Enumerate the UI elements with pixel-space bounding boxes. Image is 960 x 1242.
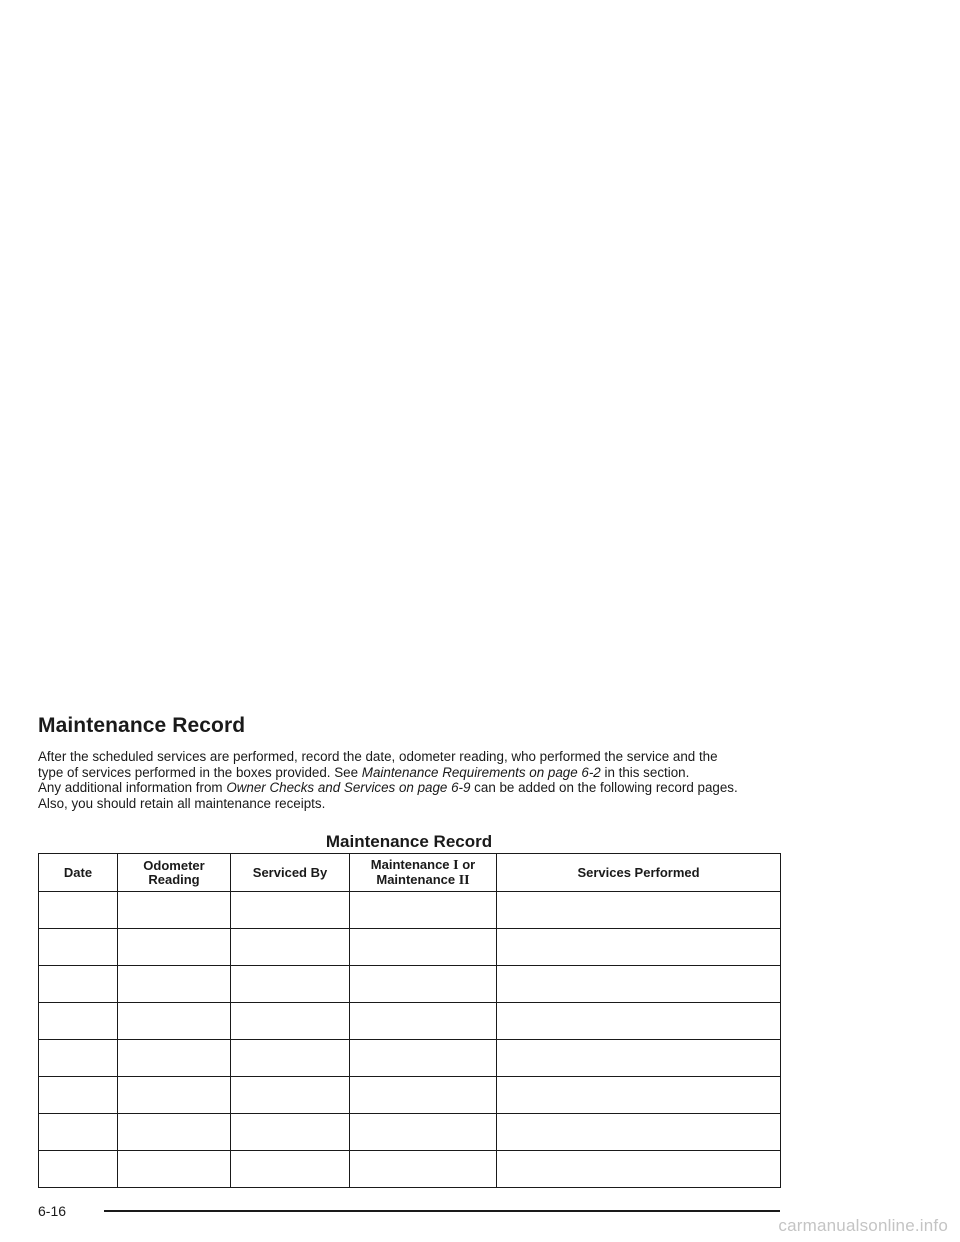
intro-text: can be added on the following record pages.: [470, 780, 738, 796]
serviced-by-cell[interactable]: [231, 1151, 350, 1188]
date-cell[interactable]: [39, 1003, 118, 1040]
header-services-performed: Services Performed: [497, 854, 781, 892]
serviced-by-cell[interactable]: [231, 966, 350, 1003]
intro-line: [38, 780, 838, 796]
date-cell[interactable]: [39, 1040, 118, 1077]
date-cell[interactable]: [39, 1077, 118, 1114]
table-row: [39, 892, 781, 929]
table-row: [39, 1040, 781, 1077]
maintenance-type-cell[interactable]: [350, 1077, 497, 1114]
maintenance-type-cell[interactable]: [350, 1114, 497, 1151]
odometer-cell[interactable]: [118, 1003, 231, 1040]
odometer-cell[interactable]: [118, 1114, 231, 1151]
table-row: [39, 929, 781, 966]
maintenance-type-cell[interactable]: [350, 1040, 497, 1077]
table-row: [39, 1077, 781, 1114]
maintenance-type-cell[interactable]: [350, 1151, 497, 1188]
serviced-by-cell[interactable]: [231, 1114, 350, 1151]
intro-line: Also, you should retain all maintenance receipts.: [38, 795, 326, 811]
services-performed-cell[interactable]: [497, 966, 781, 1003]
intro-text: in this section.: [600, 764, 690, 780]
odometer-cell[interactable]: [118, 966, 231, 1003]
odometer-cell[interactable]: [118, 1151, 231, 1188]
table-body: [39, 892, 781, 1188]
maintenance-record-table: [38, 853, 781, 1188]
intro-line: After the scheduled services are performed, record the date, odometer reading, who performed the service and the: [38, 749, 718, 764]
serviced-by-cell[interactable]: [231, 1040, 350, 1077]
header-date: Date: [39, 854, 118, 892]
serviced-by-cell[interactable]: [231, 1003, 350, 1040]
table-row: [39, 1151, 781, 1188]
date-cell[interactable]: [39, 929, 118, 966]
header-maintenance-type: Maintenance I or Maintenance II: [350, 854, 497, 892]
table-header-row: [39, 854, 781, 892]
odometer-cell[interactable]: [118, 929, 231, 966]
serviced-by-cell[interactable]: [231, 892, 350, 929]
services-performed-cell[interactable]: [497, 892, 781, 929]
owner-checks-link[interactable]: Owner Checks and Services on page 6-9: [226, 780, 471, 796]
maintenance-type-cell[interactable]: [350, 929, 497, 966]
table-title: Maintenance Record: [325, 832, 493, 851]
maintenance-requirements-link[interactable]: Maintenance Requirements on page 6-2: [361, 764, 601, 780]
maintenance-type-cell[interactable]: [350, 892, 497, 929]
page-number: 6-16: [38, 1203, 67, 1219]
services-performed-cell[interactable]: [497, 1151, 781, 1188]
date-cell[interactable]: [39, 1114, 118, 1151]
footer-rule: [104, 1210, 780, 1212]
table-row: [39, 1003, 781, 1040]
maintenance-type-cell[interactable]: [350, 966, 497, 1003]
services-performed-cell[interactable]: [497, 1114, 781, 1151]
intro-paragraph: [38, 749, 838, 811]
maintenance-type-cell[interactable]: [350, 1003, 497, 1040]
header-odometer-reading: Odometer Reading: [118, 854, 231, 892]
odometer-cell[interactable]: [118, 892, 231, 929]
services-performed-cell[interactable]: [497, 1077, 781, 1114]
date-cell[interactable]: [39, 966, 118, 1003]
services-performed-cell[interactable]: [497, 929, 781, 966]
table-row: [39, 1114, 781, 1151]
serviced-by-cell[interactable]: [231, 1077, 350, 1114]
watermark: carmanualsonline.info: [778, 1216, 948, 1235]
services-performed-cell[interactable]: [497, 1003, 781, 1040]
table-row: [39, 966, 781, 1003]
odometer-cell[interactable]: [118, 1077, 231, 1114]
odometer-cell[interactable]: [118, 1040, 231, 1077]
services-performed-cell[interactable]: [497, 1040, 781, 1077]
date-cell[interactable]: [39, 1151, 118, 1188]
intro-text: Any additional information from: [38, 780, 227, 796]
serviced-by-cell[interactable]: [231, 929, 350, 966]
intro-line: [38, 765, 838, 781]
date-cell[interactable]: [39, 892, 118, 929]
intro-text: type of services performed in the boxes provided. See: [38, 764, 362, 780]
page-title: Maintenance Record: [38, 714, 246, 737]
header-serviced-by: Serviced By: [231, 854, 350, 892]
